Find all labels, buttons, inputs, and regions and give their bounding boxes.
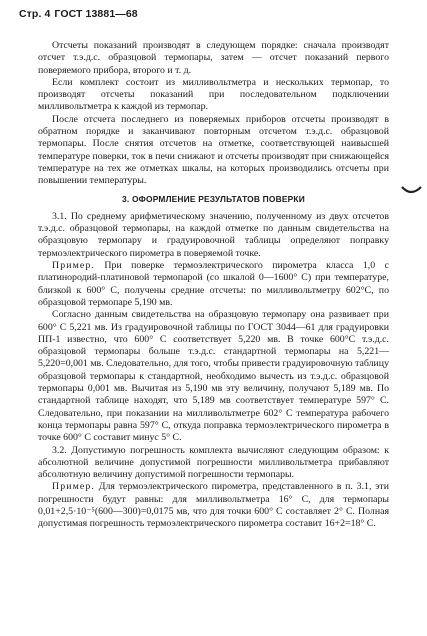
paragraph-3-2: 3.2. Допустимую погрешность комплекта вычисляют следующим образом: к абсолютной величине допустимой погрешности милливольтметра прибавляют абсолютную величину допустимой погрешности термопары. [38, 444, 389, 481]
example-1 [38, 260, 389, 309]
paragraph-calculation: Согласно данным свидетельства на образцовую термопару она развивает при 600° С 5,221 мв. Из градуировочной таблицы по ГОСТ 3044—61 для градуировки ПП-1 известно, что 600° С соответствует 5,220 мв. В точке 600°С т.э.д.с. образцовой термопары больше т.э.д.с. стандартной термопары на 5,221—5,220=0,001 мв. Следовательно, для того, чтобы привести градуировочную таблицу образцовой термопары к стандартной, необходимо вычесть из т.э.д.с. образцовой термопары 0,001 мв. Вычитая из 5,190 мв эту величину, получают 5,189 мв. По стандартной таблице находят, что 5,189 мв соответствует температуре 597° С. Следовательно, при показании на милливольтметре 602° С температура рабочего конца термопары равна 597° С, откуда поправка термоэлектрического пирометра в точке 600° С составит минус 5° С. [38, 309, 389, 444]
example-text: Для термоэлектрического пирометра, представленного в п. 3.1, эти погрешности будут равны: для милливольтметра 16° С, для термопары 0,01+2,5·10⁻⁵(600—300)=0,0175 мв, что для точки 600° С составляет 2° С. Полная допустимая погрешность термоэлектрического пирометра составит 16+2=18° С. [38, 481, 389, 530]
standard-number: ГОСТ 13881—68 [54, 8, 138, 20]
paragraph-reverse-order: После отсчета последнего из поверяемых приборов отсчеты производят в обратном порядке и заканчивают повторным отсчетом т.э.д.с. образцовой термопары. После снятия отсчетов на отметке, соответствующей наивысшей температуре поверки, ток в печи снижают и отсчеты производят при снижающейся температуре на тех же отметках шкалы, на которых производились отсчеты при повышении температуры. [38, 113, 389, 187]
corner-bracket-mark [399, 185, 425, 197]
example-text: При поверке термоэлектрического пирометра класса 1,0 с платинородий-платиновой термопарой (со шкалой 0—1600° С) при температуре, близкой к 600° С, получены средние отсчеты: по милливольтметру 602°С, по образцовой термопаре 5,190 мв. [38, 260, 389, 308]
page-number: Стр. 4 [19, 8, 51, 20]
example-2 [38, 481, 389, 530]
paragraph-multiple-thermocouples: Если комплект состоит из милливольтметра и нескольких термопар, то производят отсчеты показаний при последовательном подключении милливольтметра к каждой из термопар. [38, 76, 389, 113]
example-label: Пример. [52, 260, 95, 272]
paragraph-3-1: 3.1. По среднему арифметическому значению, полученному из двух отсчетов т.э.д.с. образцовой термопары, на каждой отметке по данным свидетельства на образцовую термопару и градуировочной таблицы определяют поправку термоэлектрического пирометра в поверяемой точке. [38, 210, 389, 259]
paragraph-reading-order: Отсчеты показаний производят в следующем порядке: сначала производят отсчет т.э.д.с. образцовой термопары, затем — отсчет показаний первого поверяемого прибора, второго и т. д. [38, 40, 389, 76]
document-body [38, 40, 389, 531]
page-header [19, 8, 138, 20]
section-heading: 3. ОФОРМЛЕНИЕ РЕЗУЛЬТАТОВ ПОВЕРКИ [122, 193, 305, 204]
example-label: Пример. [52, 481, 95, 493]
